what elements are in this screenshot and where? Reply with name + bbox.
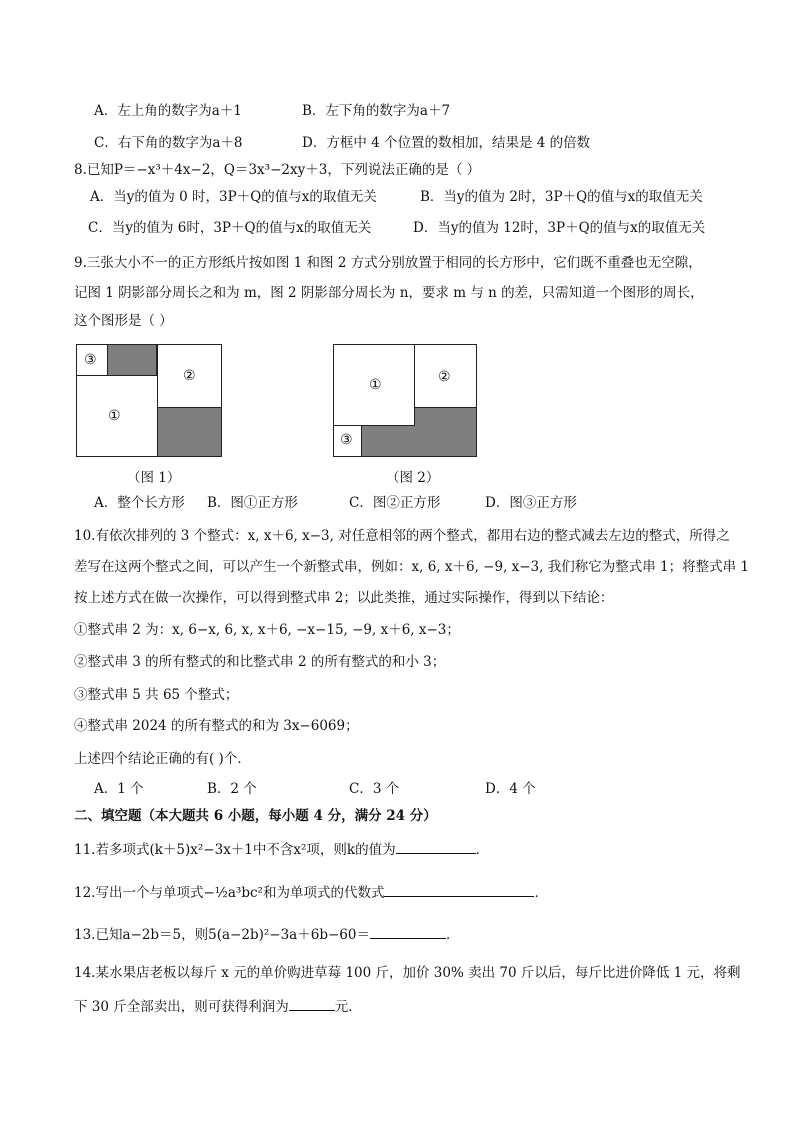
q7-option-b: B．左下角的数字为a＋7 [302,103,451,119]
q11-answer-blank[interactable] [396,839,476,854]
q8-option-c: C．当y的值为 6时，3P＋Q的值与x的取值无关 [88,220,372,236]
q10-line-1: 10.有依次排列的 3 个整式：x, x＋6, x−3, 对任意相邻的两个整式，都用右边的整式减去左边的整式，所得之 [74,528,730,544]
q13 [74,924,459,945]
q7-option-a: A．左上角的数字为a＋1 [94,103,242,119]
q8-stem: 8.已知P＝−x³＋4x−2，Q＝3x³−2xy＋3，下列说法正确的是（ ） [74,162,481,178]
q8-option-a: A．当y的值为 0 时，3P＋Q的值与x的取值无关 [90,189,377,205]
q11-period: ． [475,842,490,858]
figure-1-label-1: ① [108,408,121,424]
figure-2-caption: （图 2） [386,470,440,486]
q9-line-3: 这个图形是（ ） [74,313,173,329]
q12-answer-blank[interactable] [384,882,534,897]
figure-2-label-2: ② [438,369,451,385]
q7-option-d: D．方框中 4 个位置的数相加，结果是 4 的倍数 [302,135,591,151]
q9-line-1: 9.三张大小不一的正方形纸片按如图 1 和图 2 方式分别放置于相同的长方形中，它们既不重叠也无空隙， [74,255,702,271]
q13-period: ． [445,927,460,943]
q10-option-a: A．1 个 [94,781,144,797]
q10-option-d: D．4 个 [485,781,536,797]
q9-option-a: A．整个长方形 [94,495,185,511]
figure-1-caption: （图 1） [127,470,181,486]
q14-line-1: 14.某水果店老板以每斤 x 元的单价购进草莓 100 斤，加价 30% 卖出 70 斤以后，每斤比进价降低 1 元，将剩 [74,965,741,981]
figure-1-label-3: ③ [84,352,97,368]
q10-ask: 上述四个结论正确的有( )个． [74,751,251,767]
section-2-heading: 二、填空题（本大题共 6 小题，每小题 4 分，满分 24 分） [74,808,437,824]
figure-1-label-2: ② [183,368,196,384]
q12-period: ． [534,885,548,901]
figure-2 [333,344,477,457]
q9-option-c: C．图②正方形 [349,495,441,511]
q11 [74,839,489,860]
q10-option-b: B．2 个 [207,781,257,797]
q7-option-c: C．右下角的数字为a＋8 [94,135,243,151]
q8-option-b: B．当y的值为 2时，3P＋Q的值与x的取值无关 [420,189,703,205]
q11-text: 11.若多项式(k＋5)x²−3x＋1中不含x²项，则k的值为 [74,842,396,858]
q10-conclusion-1: ①整式串 2 为：x, 6−x, 6, x, x＋6, −x−15, −9, x＋6, x−3； [74,622,460,638]
q10-line-2: 差写在这两个整式之间，可以产生一个新整式串，例如：x, 6, x＋6, −9, x−3, 我们称它为整式串 1；将整式串 1 [74,559,749,575]
q13-answer-blank[interactable] [370,924,446,939]
q10-option-c: C．3 个 [349,781,400,797]
q14-text: 下 30 斤全部卖出，则可获得利润为 [74,999,289,1015]
figure-1 [76,344,222,457]
q10-conclusion-3: ③整式串 5 共 65 个整式； [74,687,239,703]
q14-unit: 元． [334,999,362,1015]
q12 [74,882,548,903]
figure-1-shade-bottom [157,407,222,457]
q10-conclusion-4: ④整式串 2024 的所有整式的和为 3x−6069； [74,718,359,734]
q8-option-d: D．当y的值为 12时，3P＋Q的值与x的取值无关 [413,220,706,236]
q9-option-b: B．图①正方形 [207,495,298,511]
q13-text: 13.已知a−2b＝5，则5(a−2b)²−3a＋6b−60＝ [74,927,370,943]
q14-answer-blank[interactable] [289,996,335,1011]
figure-1-shade-top [107,344,157,376]
q9-option-d: D．图③正方形 [485,495,577,511]
q10-line-3: 按上述方式在做一次操作，可以得到整式串 2；以此类推，通过实际操作，得到以下结论： [74,590,614,606]
figure-2-label-1: ① [369,377,382,393]
q14-line-2 [74,996,362,1017]
figure-2-label-3: ③ [340,432,353,448]
q9-line-2: 记图 1 阴影部分周长之和为 m，图 2 阴影部分周长为 n，要求 m 与 n 的差，只需知道一个图形的周长， [74,285,704,301]
q10-conclusion-2: ②整式串 3 的所有整式的和比整式串 2 的所有整式的和小 3； [74,654,446,670]
q12-text: 12.写出一个与单项式−½a³bc²和为单项式的代数式 [74,885,385,901]
